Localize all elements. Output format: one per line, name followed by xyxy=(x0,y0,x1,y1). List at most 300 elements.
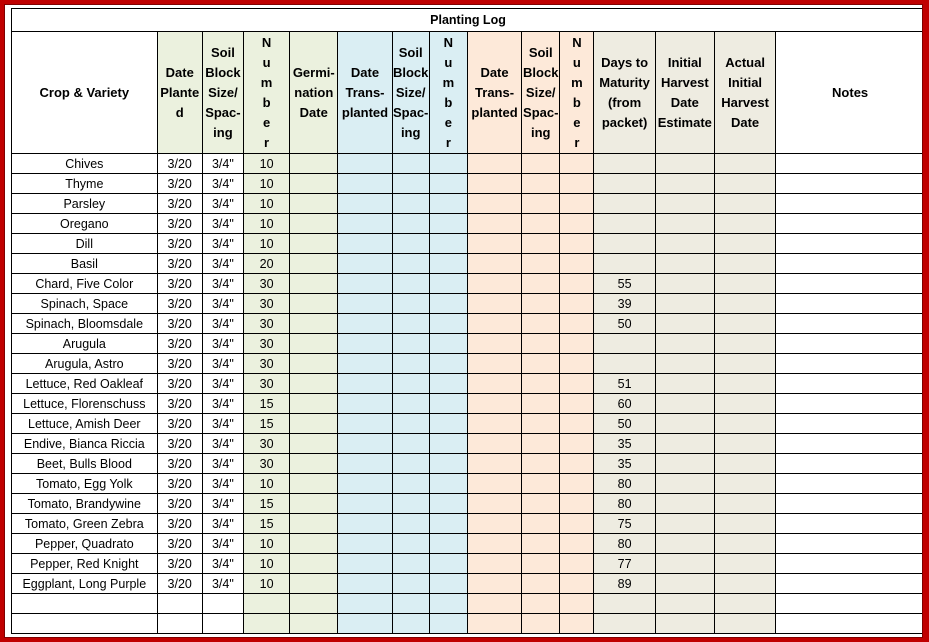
cell-soil3[interactable] xyxy=(522,294,560,314)
cell-soil3[interactable] xyxy=(522,434,560,454)
cell-soil3[interactable] xyxy=(522,574,560,594)
cell-ihde[interactable] xyxy=(655,414,714,434)
cell-aihd[interactable] xyxy=(714,334,775,354)
cell-notes[interactable] xyxy=(776,594,923,614)
cell-soil-block-size[interactable]: 3/4" xyxy=(202,494,243,514)
cell-germ[interactable] xyxy=(290,254,338,274)
cell-date-planted[interactable]: 3/20 xyxy=(157,234,202,254)
cell-notes[interactable] xyxy=(776,514,923,534)
cell-dt1[interactable] xyxy=(338,594,392,614)
cell-ihde[interactable] xyxy=(655,454,714,474)
cell-days-to-maturity[interactable] xyxy=(594,194,655,214)
cell-ihde[interactable] xyxy=(655,194,714,214)
cell-germ[interactable] xyxy=(290,294,338,314)
cell-germ[interactable] xyxy=(290,414,338,434)
cell-soil3[interactable] xyxy=(522,334,560,354)
cell-aihd[interactable] xyxy=(714,294,775,314)
cell-dt1[interactable] xyxy=(338,614,392,634)
cell-notes[interactable] xyxy=(776,554,923,574)
cell-notes[interactable] xyxy=(776,614,923,634)
cell-aihd[interactable] xyxy=(714,534,775,554)
cell-crop[interactable]: Lettuce, Amish Deer xyxy=(12,414,158,434)
cell-soil-block-size[interactable]: 3/4" xyxy=(202,234,243,254)
cell-num2[interactable] xyxy=(429,454,467,474)
cell-num3[interactable] xyxy=(560,174,594,194)
header-num3[interactable] xyxy=(560,32,594,154)
cell-dt2[interactable] xyxy=(467,254,521,274)
cell-aihd[interactable] xyxy=(714,554,775,574)
cell-notes[interactable] xyxy=(776,434,923,454)
cell-dt1[interactable] xyxy=(338,514,392,534)
cell-crop[interactable]: Tomato, Egg Yolk xyxy=(12,474,158,494)
cell-num2[interactable] xyxy=(429,254,467,274)
cell-soil3[interactable] xyxy=(522,614,560,634)
cell-dt2[interactable] xyxy=(467,154,521,174)
cell-number[interactable]: 30 xyxy=(243,374,289,394)
cell-soil2[interactable] xyxy=(392,314,429,334)
cell-number[interactable]: 10 xyxy=(243,194,289,214)
header-dt1[interactable] xyxy=(338,32,392,154)
cell-ihde[interactable] xyxy=(655,314,714,334)
cell-days-to-maturity[interactable]: 80 xyxy=(594,494,655,514)
cell-days-to-maturity[interactable]: 80 xyxy=(594,534,655,554)
cell-dt2[interactable] xyxy=(467,614,521,634)
cell-soil3[interactable] xyxy=(522,594,560,614)
cell-num3[interactable] xyxy=(560,514,594,534)
cell-crop[interactable]: Lettuce, Red Oakleaf xyxy=(12,374,158,394)
cell-notes[interactable] xyxy=(776,414,923,434)
cell-number[interactable]: 10 xyxy=(243,554,289,574)
cell-germ[interactable] xyxy=(290,494,338,514)
cell-number[interactable]: 10 xyxy=(243,574,289,594)
cell-soil2[interactable] xyxy=(392,554,429,574)
cell-notes[interactable] xyxy=(776,334,923,354)
cell-num2[interactable] xyxy=(429,534,467,554)
cell-number[interactable]: 10 xyxy=(243,154,289,174)
cell-num2[interactable] xyxy=(429,274,467,294)
header-dtm[interactable] xyxy=(594,32,655,154)
header-ihde[interactable] xyxy=(655,32,714,154)
cell-dt1[interactable] xyxy=(338,434,392,454)
cell-aihd[interactable] xyxy=(714,514,775,534)
header-num2[interactable] xyxy=(429,32,467,154)
cell-aihd[interactable] xyxy=(714,234,775,254)
cell-notes[interactable] xyxy=(776,574,923,594)
cell-dt1[interactable] xyxy=(338,154,392,174)
cell-num2[interactable] xyxy=(429,494,467,514)
cell-soil2[interactable] xyxy=(392,514,429,534)
cell-aihd[interactable] xyxy=(714,214,775,234)
cell-date-planted[interactable]: 3/20 xyxy=(157,194,202,214)
cell-dt1[interactable] xyxy=(338,554,392,574)
cell-soil2[interactable] xyxy=(392,294,429,314)
cell-num2[interactable] xyxy=(429,314,467,334)
cell-dt1[interactable] xyxy=(338,474,392,494)
cell-ihde[interactable] xyxy=(655,474,714,494)
cell-days-to-maturity[interactable]: 35 xyxy=(594,454,655,474)
cell-date-planted[interactable]: 3/20 xyxy=(157,274,202,294)
cell-crop[interactable]: Pepper, Red Knight xyxy=(12,554,158,574)
cell-notes[interactable] xyxy=(776,454,923,474)
cell-days-to-maturity[interactable]: 50 xyxy=(594,314,655,334)
cell-dt2[interactable] xyxy=(467,454,521,474)
cell-soil3[interactable] xyxy=(522,174,560,194)
cell-number[interactable]: 30 xyxy=(243,354,289,374)
cell-germ[interactable] xyxy=(290,454,338,474)
cell-crop[interactable]: Tomato, Brandywine xyxy=(12,494,158,514)
cell-num3[interactable] xyxy=(560,274,594,294)
cell-num3[interactable] xyxy=(560,574,594,594)
cell-germ[interactable] xyxy=(290,334,338,354)
cell-soil-block-size[interactable]: 3/4" xyxy=(202,314,243,334)
cell-number[interactable] xyxy=(243,614,289,634)
cell-germ[interactable] xyxy=(290,194,338,214)
cell-soil3[interactable] xyxy=(522,414,560,434)
cell-ihde[interactable] xyxy=(655,394,714,414)
cell-number[interactable]: 15 xyxy=(243,394,289,414)
cell-ihde[interactable] xyxy=(655,274,714,294)
cell-number[interactable]: 30 xyxy=(243,274,289,294)
cell-soil-block-size[interactable]: 3/4" xyxy=(202,174,243,194)
cell-ihde[interactable] xyxy=(655,574,714,594)
cell-crop[interactable] xyxy=(12,614,158,634)
cell-days-to-maturity[interactable]: 89 xyxy=(594,574,655,594)
cell-num2[interactable] xyxy=(429,294,467,314)
cell-ihde[interactable] xyxy=(655,354,714,374)
cell-dt1[interactable] xyxy=(338,414,392,434)
cell-germ[interactable] xyxy=(290,274,338,294)
header-num1[interactable] xyxy=(243,32,289,154)
cell-crop[interactable]: Endive, Bianca Riccia xyxy=(12,434,158,454)
cell-num3[interactable] xyxy=(560,354,594,374)
cell-dt2[interactable] xyxy=(467,274,521,294)
cell-dt1[interactable] xyxy=(338,314,392,334)
cell-num3[interactable] xyxy=(560,614,594,634)
cell-days-to-maturity[interactable]: 35 xyxy=(594,434,655,454)
cell-dt2[interactable] xyxy=(467,434,521,454)
cell-soil-block-size[interactable]: 3/4" xyxy=(202,274,243,294)
cell-dt1[interactable] xyxy=(338,574,392,594)
cell-soil2[interactable] xyxy=(392,334,429,354)
cell-dt2[interactable] xyxy=(467,494,521,514)
cell-days-to-maturity[interactable] xyxy=(594,214,655,234)
cell-ihde[interactable] xyxy=(655,334,714,354)
cell-aihd[interactable] xyxy=(714,574,775,594)
cell-dt2[interactable] xyxy=(467,234,521,254)
cell-germ[interactable] xyxy=(290,234,338,254)
cell-soil2[interactable] xyxy=(392,494,429,514)
cell-soil2[interactable] xyxy=(392,614,429,634)
cell-dt1[interactable] xyxy=(338,274,392,294)
cell-aihd[interactable] xyxy=(714,494,775,514)
header-soil1[interactable] xyxy=(202,32,243,154)
cell-crop[interactable]: Arugula xyxy=(12,334,158,354)
cell-ihde[interactable] xyxy=(655,294,714,314)
cell-soil2[interactable] xyxy=(392,574,429,594)
cell-soil3[interactable] xyxy=(522,554,560,574)
cell-aihd[interactable] xyxy=(714,254,775,274)
cell-days-to-maturity[interactable]: 50 xyxy=(594,414,655,434)
cell-notes[interactable] xyxy=(776,534,923,554)
cell-date-planted[interactable] xyxy=(157,614,202,634)
cell-date-planted[interactable]: 3/20 xyxy=(157,394,202,414)
cell-dt2[interactable] xyxy=(467,294,521,314)
cell-num2[interactable] xyxy=(429,194,467,214)
cell-days-to-maturity[interactable]: 55 xyxy=(594,274,655,294)
cell-num3[interactable] xyxy=(560,594,594,614)
cell-soil2[interactable] xyxy=(392,234,429,254)
cell-num3[interactable] xyxy=(560,194,594,214)
cell-notes[interactable] xyxy=(776,474,923,494)
cell-dt2[interactable] xyxy=(467,534,521,554)
cell-soil2[interactable] xyxy=(392,474,429,494)
cell-dt2[interactable] xyxy=(467,374,521,394)
cell-aihd[interactable] xyxy=(714,374,775,394)
cell-soil3[interactable] xyxy=(522,474,560,494)
cell-num3[interactable] xyxy=(560,254,594,274)
cell-num3[interactable] xyxy=(560,454,594,474)
cell-date-planted[interactable]: 3/20 xyxy=(157,514,202,534)
cell-dt2[interactable] xyxy=(467,514,521,534)
cell-aihd[interactable] xyxy=(714,194,775,214)
cell-date-planted[interactable] xyxy=(157,594,202,614)
cell-num2[interactable] xyxy=(429,374,467,394)
cell-date-planted[interactable]: 3/20 xyxy=(157,314,202,334)
cell-days-to-maturity[interactable]: 75 xyxy=(594,514,655,534)
cell-notes[interactable] xyxy=(776,274,923,294)
cell-crop[interactable]: Chard, Five Color xyxy=(12,274,158,294)
cell-number[interactable]: 30 xyxy=(243,334,289,354)
cell-soil3[interactable] xyxy=(522,234,560,254)
cell-days-to-maturity[interactable] xyxy=(594,154,655,174)
cell-ihde[interactable] xyxy=(655,214,714,234)
cell-soil3[interactable] xyxy=(522,394,560,414)
cell-number[interactable]: 15 xyxy=(243,514,289,534)
cell-date-planted[interactable]: 3/20 xyxy=(157,354,202,374)
cell-germ[interactable] xyxy=(290,554,338,574)
header-soil2[interactable] xyxy=(392,32,429,154)
cell-crop[interactable]: Chives xyxy=(12,154,158,174)
cell-crop[interactable]: Spinach, Space xyxy=(12,294,158,314)
cell-crop[interactable]: Beet, Bulls Blood xyxy=(12,454,158,474)
cell-soil-block-size[interactable]: 3/4" xyxy=(202,374,243,394)
cell-soil-block-size[interactable]: 3/4" xyxy=(202,294,243,314)
cell-date-planted[interactable]: 3/20 xyxy=(157,154,202,174)
cell-soil3[interactable] xyxy=(522,194,560,214)
cell-num2[interactable] xyxy=(429,174,467,194)
cell-soil-block-size[interactable]: 3/4" xyxy=(202,554,243,574)
header-date_planted[interactable] xyxy=(157,32,202,154)
cell-dt1[interactable] xyxy=(338,294,392,314)
cell-notes[interactable] xyxy=(776,394,923,414)
cell-soil2[interactable] xyxy=(392,174,429,194)
cell-days-to-maturity[interactable] xyxy=(594,614,655,634)
cell-soil-block-size[interactable]: 3/4" xyxy=(202,354,243,374)
cell-dt1[interactable] xyxy=(338,174,392,194)
cell-dt2[interactable] xyxy=(467,334,521,354)
cell-number[interactable]: 10 xyxy=(243,234,289,254)
cell-crop[interactable]: Lettuce, Florenschuss xyxy=(12,394,158,414)
cell-soil2[interactable] xyxy=(392,214,429,234)
cell-soil-block-size[interactable]: 3/4" xyxy=(202,394,243,414)
cell-aihd[interactable] xyxy=(714,174,775,194)
cell-dt1[interactable] xyxy=(338,494,392,514)
cell-soil2[interactable] xyxy=(392,274,429,294)
cell-germ[interactable] xyxy=(290,154,338,174)
cell-num3[interactable] xyxy=(560,554,594,574)
cell-crop[interactable]: Arugula, Astro xyxy=(12,354,158,374)
cell-ihde[interactable] xyxy=(655,174,714,194)
cell-crop[interactable]: Basil xyxy=(12,254,158,274)
cell-soil-block-size[interactable] xyxy=(202,594,243,614)
cell-germ[interactable] xyxy=(290,374,338,394)
cell-days-to-maturity[interactable]: 77 xyxy=(594,554,655,574)
cell-soil2[interactable] xyxy=(392,374,429,394)
cell-dt1[interactable] xyxy=(338,374,392,394)
cell-soil-block-size[interactable] xyxy=(202,614,243,634)
cell-aihd[interactable] xyxy=(714,434,775,454)
cell-dt1[interactable] xyxy=(338,214,392,234)
cell-soil3[interactable] xyxy=(522,274,560,294)
cell-days-to-maturity[interactable] xyxy=(594,594,655,614)
cell-number[interactable]: 20 xyxy=(243,254,289,274)
cell-crop[interactable]: Thyme xyxy=(12,174,158,194)
cell-notes[interactable] xyxy=(776,314,923,334)
cell-soil-block-size[interactable]: 3/4" xyxy=(202,154,243,174)
cell-days-to-maturity[interactable] xyxy=(594,254,655,274)
cell-germ[interactable] xyxy=(290,614,338,634)
cell-aihd[interactable] xyxy=(714,414,775,434)
cell-germ[interactable] xyxy=(290,534,338,554)
cell-num2[interactable] xyxy=(429,474,467,494)
cell-num2[interactable] xyxy=(429,214,467,234)
cell-number[interactable]: 15 xyxy=(243,494,289,514)
cell-date-planted[interactable]: 3/20 xyxy=(157,434,202,454)
cell-num3[interactable] xyxy=(560,294,594,314)
cell-soil2[interactable] xyxy=(392,254,429,274)
cell-soil3[interactable] xyxy=(522,514,560,534)
cell-dt1[interactable] xyxy=(338,254,392,274)
cell-date-planted[interactable]: 3/20 xyxy=(157,534,202,554)
cell-soil3[interactable] xyxy=(522,494,560,514)
cell-germ[interactable] xyxy=(290,434,338,454)
cell-crop[interactable]: Oregano xyxy=(12,214,158,234)
cell-ihde[interactable] xyxy=(655,254,714,274)
cell-number[interactable]: 30 xyxy=(243,454,289,474)
cell-aihd[interactable] xyxy=(714,614,775,634)
cell-notes[interactable] xyxy=(776,254,923,274)
cell-num2[interactable] xyxy=(429,334,467,354)
cell-soil2[interactable] xyxy=(392,594,429,614)
cell-num3[interactable] xyxy=(560,234,594,254)
header-notes[interactable] xyxy=(776,32,923,154)
cell-germ[interactable] xyxy=(290,214,338,234)
cell-number[interactable]: 10 xyxy=(243,214,289,234)
cell-dt2[interactable] xyxy=(467,414,521,434)
cell-num3[interactable] xyxy=(560,334,594,354)
cell-days-to-maturity[interactable]: 51 xyxy=(594,374,655,394)
cell-ihde[interactable] xyxy=(655,594,714,614)
cell-num3[interactable] xyxy=(560,394,594,414)
cell-aihd[interactable] xyxy=(714,154,775,174)
cell-soil2[interactable] xyxy=(392,414,429,434)
cell-soil-block-size[interactable]: 3/4" xyxy=(202,214,243,234)
cell-number[interactable]: 30 xyxy=(243,314,289,334)
cell-num2[interactable] xyxy=(429,154,467,174)
cell-number[interactable]: 10 xyxy=(243,474,289,494)
cell-ihde[interactable] xyxy=(655,374,714,394)
cell-date-planted[interactable]: 3/20 xyxy=(157,454,202,474)
header-crop[interactable] xyxy=(12,32,158,154)
cell-aihd[interactable] xyxy=(714,454,775,474)
cell-dt2[interactable] xyxy=(467,174,521,194)
cell-dt1[interactable] xyxy=(338,454,392,474)
cell-soil2[interactable] xyxy=(392,194,429,214)
cell-soil2[interactable] xyxy=(392,454,429,474)
cell-ihde[interactable] xyxy=(655,494,714,514)
header-dt2[interactable] xyxy=(467,32,521,154)
cell-num2[interactable] xyxy=(429,594,467,614)
cell-crop[interactable]: Eggplant, Long Purple xyxy=(12,574,158,594)
cell-aihd[interactable] xyxy=(714,394,775,414)
cell-number[interactable] xyxy=(243,594,289,614)
cell-soil-block-size[interactable]: 3/4" xyxy=(202,534,243,554)
cell-ihde[interactable] xyxy=(655,154,714,174)
cell-soil-block-size[interactable]: 3/4" xyxy=(202,414,243,434)
cell-soil3[interactable] xyxy=(522,214,560,234)
cell-soil-block-size[interactable]: 3/4" xyxy=(202,474,243,494)
cell-notes[interactable] xyxy=(776,234,923,254)
cell-ihde[interactable] xyxy=(655,554,714,574)
cell-dt1[interactable] xyxy=(338,334,392,354)
cell-date-planted[interactable]: 3/20 xyxy=(157,574,202,594)
cell-date-planted[interactable]: 3/20 xyxy=(157,174,202,194)
cell-germ[interactable] xyxy=(290,354,338,374)
cell-aihd[interactable] xyxy=(714,474,775,494)
cell-soil3[interactable] xyxy=(522,454,560,474)
cell-num3[interactable] xyxy=(560,374,594,394)
cell-dt1[interactable] xyxy=(338,354,392,374)
cell-soil3[interactable] xyxy=(522,534,560,554)
cell-dt2[interactable] xyxy=(467,194,521,214)
cell-aihd[interactable] xyxy=(714,314,775,334)
cell-dt2[interactable] xyxy=(467,594,521,614)
cell-ihde[interactable] xyxy=(655,514,714,534)
cell-soil-block-size[interactable]: 3/4" xyxy=(202,434,243,454)
cell-germ[interactable] xyxy=(290,514,338,534)
cell-dt2[interactable] xyxy=(467,474,521,494)
cell-germ[interactable] xyxy=(290,394,338,414)
cell-ihde[interactable] xyxy=(655,614,714,634)
cell-soil2[interactable] xyxy=(392,534,429,554)
cell-num2[interactable] xyxy=(429,434,467,454)
cell-num2[interactable] xyxy=(429,574,467,594)
cell-crop[interactable]: Tomato, Green Zebra xyxy=(12,514,158,534)
cell-days-to-maturity[interactable]: 80 xyxy=(594,474,655,494)
cell-dt1[interactable] xyxy=(338,394,392,414)
cell-soil3[interactable] xyxy=(522,314,560,334)
cell-date-planted[interactable]: 3/20 xyxy=(157,294,202,314)
cell-num2[interactable] xyxy=(429,234,467,254)
cell-aihd[interactable] xyxy=(714,594,775,614)
cell-dt2[interactable] xyxy=(467,554,521,574)
cell-soil3[interactable] xyxy=(522,354,560,374)
header-germ[interactable] xyxy=(290,32,338,154)
cell-notes[interactable] xyxy=(776,154,923,174)
cell-num2[interactable] xyxy=(429,514,467,534)
cell-notes[interactable] xyxy=(776,354,923,374)
cell-germ[interactable] xyxy=(290,474,338,494)
